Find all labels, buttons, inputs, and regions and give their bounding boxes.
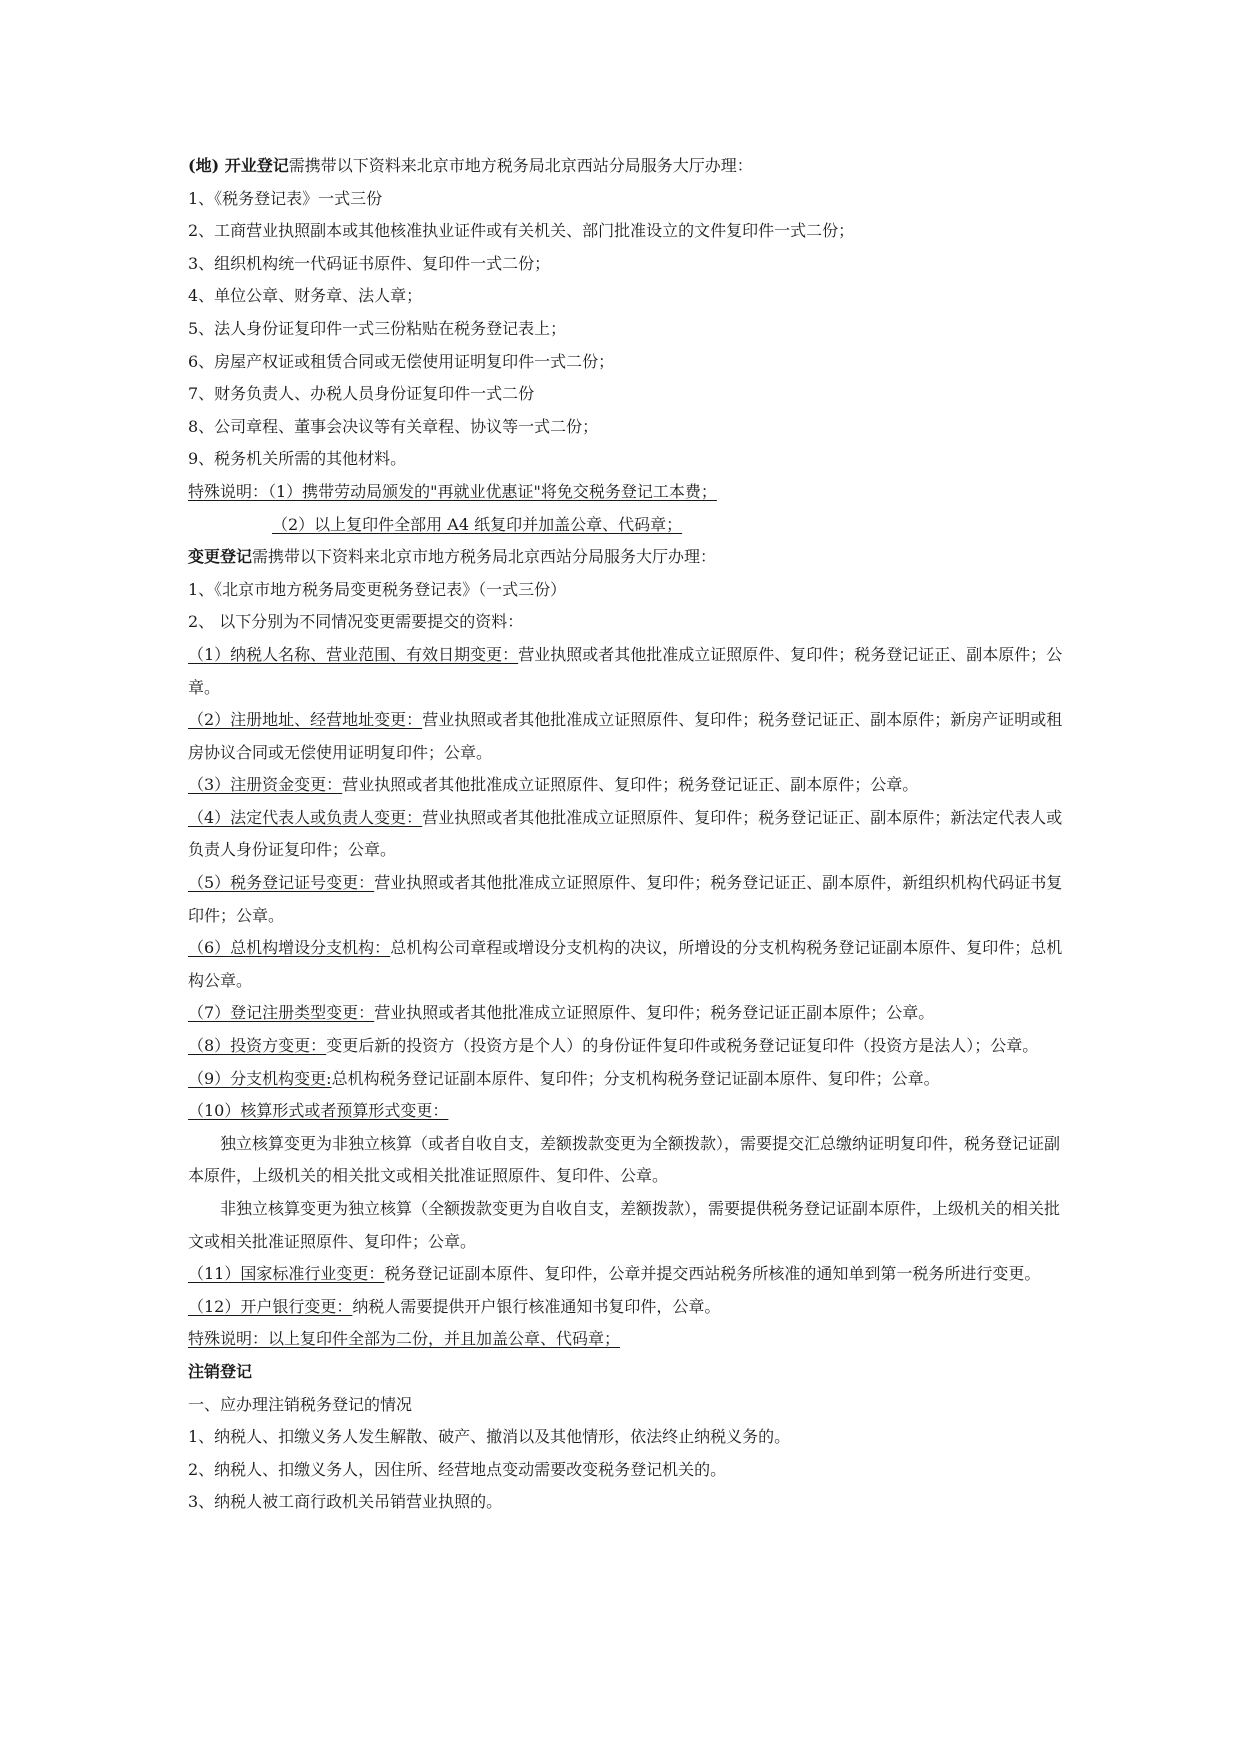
change-case-text: 营业执照或者其他批准成立证照原件、复印件；税务登记证正、副本原件；新法定代表人或负责人身份证复印件；公章。: [188, 807, 1063, 860]
change-case-8: [188, 1030, 1068, 1063]
list-item: 1、《北京市地方税务局变更税务登记表》（一式三份）: [188, 579, 567, 599]
change-registration-heading: [188, 541, 1068, 574]
change-case-text: 纳税人需要提供开户银行核准通知书复印件，公章。: [352, 1296, 721, 1316]
list-item: 7、财务负责人、办税人员身份证复印件一式二份: [188, 384, 535, 404]
change-registration-intro: 需携带以下资料来北京市地方税务局北京西站分局服务大厅办理：: [252, 547, 717, 567]
change-case-6: [188, 932, 1068, 997]
list-item: 4、单位公章、财务章、法人章；: [188, 286, 423, 306]
change-case-label: （9）分支机构变更:: [188, 1068, 332, 1088]
change-case-1: [188, 639, 1068, 704]
open-registration-title: (地) 开业登记: [188, 156, 289, 175]
list-item: 3、纳税人被工商行政机关吊销营业执照的。: [188, 1492, 503, 1512]
change-case-text: 总机构公司章程或增设分支机构的决议，所增设的分支机构税务登记证副本原件、复印件；总机构公章。: [188, 938, 1063, 990]
list-item: 3、组织机构统一代码证书原件、复印件一式二份；: [188, 253, 551, 273]
change-special-note: 特殊说明：以上复印件全部为二份，并且加盖公章、代码章；: [188, 1329, 621, 1349]
change-case-label: （11）国家标准行业变更：: [188, 1264, 385, 1284]
change-case-text: 变更后新的投资方（投资方是个人）的身份证件复印件或税务登记证复印件（投资方是法人）；公章。: [326, 1036, 1039, 1056]
change-case-text: 营业执照或者其他批准成立证照原件、复印件；税务登记证正、副本原件；公章。: [188, 644, 1063, 697]
change-case-text: 营业执照或者其他批准成立证照原件、复印件；税务登记证正、副本原件；新房产证明或租房协议合同或无偿使用证明复印件；公章。: [188, 710, 1063, 762]
change-case-label: （8）投资方变更：: [188, 1036, 327, 1056]
change-case-2: [188, 704, 1068, 769]
list-item: 9、税务机关所需的其他材料。: [188, 449, 407, 469]
change-case-label: （4）法定代表人或负责人变更：: [188, 807, 423, 827]
change-case-5: [188, 867, 1068, 932]
change-case-10-paragraph-1: 独立核算变更为非独立核算（或者自收自支，差额拨款变更为全额拨款），需要提交汇总缴纳证明复印件，税务登记证副本原件，上级机关的相关批文或相关批准证照原件、复印件、公章。: [188, 1133, 1061, 1186]
change-case-9: [188, 1063, 1068, 1096]
change-case-label: （5）税务登记证号变更：: [188, 873, 375, 893]
cancel-registration-heading: 注销登记: [188, 1361, 253, 1381]
change-case-label: （6）总机构增设分支机构：: [188, 938, 391, 958]
special-note-2: （2）以上复印件全部用 A4 纸复印并加盖公章、代码章；: [272, 514, 683, 534]
list-item: 1、《税务登记表》一式三份: [188, 188, 383, 208]
change-case-4: [188, 802, 1068, 867]
list-item: 5、法人身份证复印件一式三份粘贴在税务登记表上；: [188, 318, 567, 338]
change-case-text: 营业执照或者其他批准成立证照原件、复印件；税务登记证正副本原件；公章。: [374, 1003, 935, 1023]
change-case-text: 营业执照或者其他批准成立证照原件、复印件；税务登记证正、副本原件，新组织机构代码证书复印件；公章。: [188, 873, 1063, 925]
open-registration-intro: 需携带以下资料来北京市地方税务局北京西站分局服务大厅办理：: [288, 156, 753, 175]
change-case-text: 税务登记证副本原件、复印件，公章并提交西站税务所核准的通知单到第一税务所进行变更。: [384, 1264, 1041, 1284]
list-item: 8、公司章程、董事会决议等有关章程、协议等一式二份；: [188, 416, 599, 436]
list-item: 2、纳税人、扣缴义务人，因住所、经营地点变动需要改变税务登记机关的。: [188, 1459, 727, 1479]
change-case-11: [188, 1258, 1068, 1291]
change-case-label: （7）登记注册类型变更：: [188, 1003, 375, 1023]
change-case-label: （3）注册资金变更：: [188, 775, 343, 795]
list-item: 6、房屋产权证或租赁合同或无偿使用证明复印件一式二份；: [188, 351, 615, 371]
open-registration-heading: [188, 150, 1068, 183]
change-case-10-paragraph-2: 非独立核算变更为独立核算（全额拨款变更为自收自支，差额拨款），需要提供税务登记证副本原件，上级机关的相关批文或相关批准证照原件、复印件；公章。: [188, 1199, 1061, 1251]
change-case-text: 总机构税务登记证副本原件、复印件；分支机构税务登记证副本原件、复印件；公章。: [331, 1068, 940, 1088]
change-case-3: [188, 769, 1068, 802]
special-note-1: 特殊说明：（1）携带劳动局颁发的"再就业优惠证"将免交税务登记工本费；: [188, 481, 717, 501]
change-case-text: 营业执照或者其他批准成立证照原件、复印件；税务登记证正、副本原件；公章。: [342, 775, 919, 795]
change-case-label: （12）开户银行变更：: [188, 1296, 353, 1316]
cancel-subheading: 一、应办理注销税务登记的情况: [188, 1394, 413, 1414]
change-case-label: （1）纳税人名称、营业范围、有效日期变更：: [188, 644, 519, 664]
change-case-10-label: （10）核算形式或者预算形式变更：: [188, 1101, 449, 1121]
list-item: 2、工商营业执照副本或其他核准执业证件或有关机关、部门批准设立的文件复印件一式二份；: [188, 221, 855, 241]
change-case-12: [188, 1291, 1068, 1324]
list-item: 2、 以下分别为不同情况变更需要提交的资料：: [188, 612, 524, 632]
change-case-7: [188, 997, 1068, 1030]
list-item: 1、纳税人、扣缴义务人发生解散、破产、撤消以及其他情形，依法终止纳税义务的。: [188, 1427, 791, 1447]
change-case-label: （2）注册地址、经营地址变更：: [188, 710, 423, 730]
document-page: [188, 150, 1068, 1519]
change-registration-title: 变更登记: [188, 547, 253, 567]
